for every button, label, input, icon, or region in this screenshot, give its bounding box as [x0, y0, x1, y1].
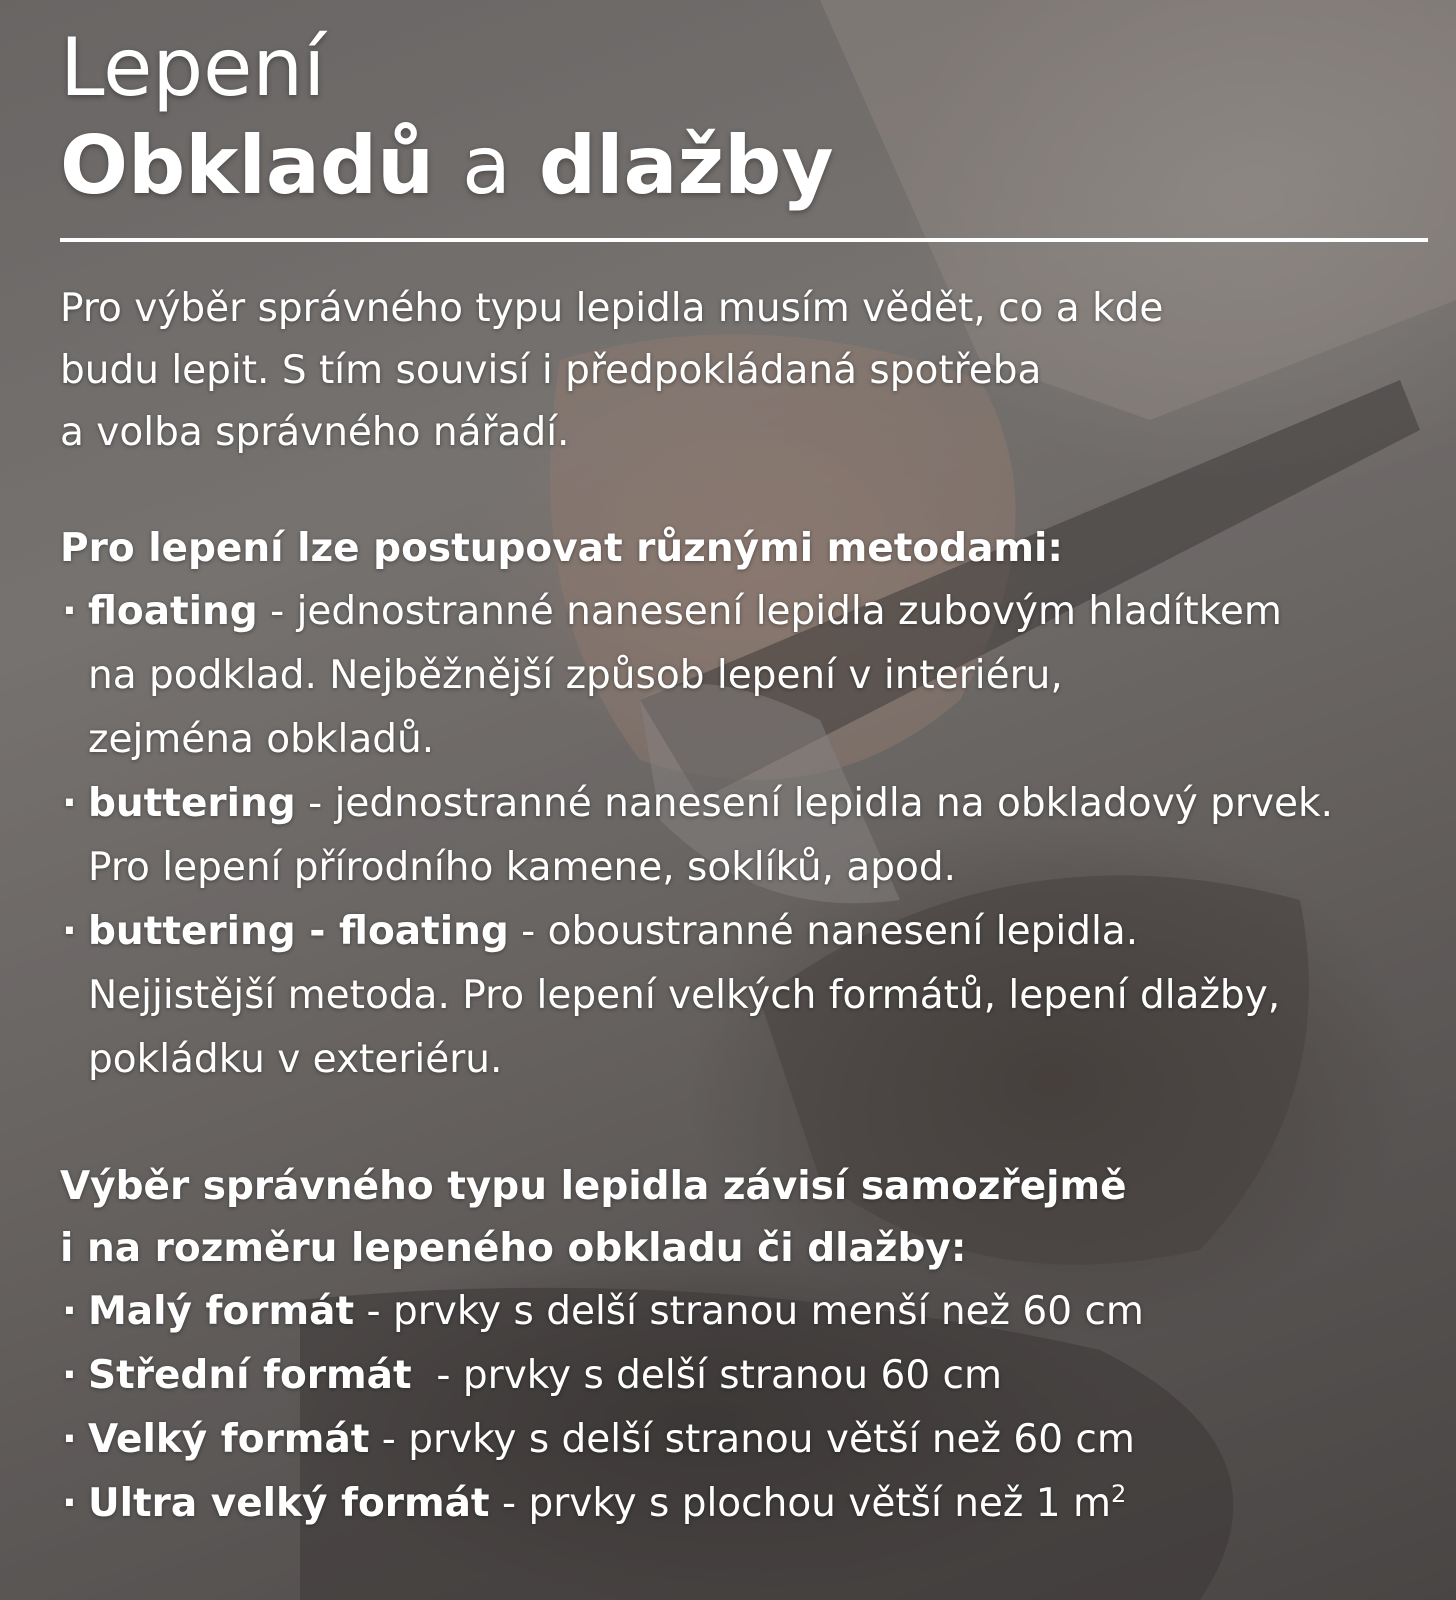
method-desc-line: na podklad. Nejběžnější způsob lepení v interiéru,	[88, 653, 1063, 698]
title-line1: Lepení	[60, 21, 326, 114]
format-desc: - prvky s plochou větší než 1 m	[489, 1481, 1111, 1526]
formats-heading-line: i na rozměru lepeného obkladu či dlažby:	[60, 1226, 967, 1271]
method-desc: - oboustranné nanesení lepidla.	[508, 909, 1139, 954]
bullet-dot: ·	[62, 1289, 77, 1334]
article-content	[60, 20, 1430, 1536]
bullet-dot: ·	[62, 1417, 77, 1462]
format-item-medium	[60, 1344, 1430, 1408]
title-dlazby: dlažby	[538, 119, 834, 212]
format-item-large	[60, 1408, 1430, 1472]
intro-paragraph	[60, 278, 1430, 464]
format-unit-superscript: 2	[1111, 1480, 1127, 1508]
title-conjunction: a	[461, 119, 511, 212]
intro-line: budu lepit. S tím souvisí i předpokládaná spotřeba	[60, 348, 1042, 393]
bullet-dot: ·	[62, 781, 77, 826]
format-term: Ultra velký formát	[88, 1481, 490, 1526]
formats-heading	[60, 1156, 1430, 1280]
bullet-dot: ·	[62, 1481, 77, 1526]
formats-list	[60, 1280, 1430, 1536]
method-item-buttering	[60, 772, 1430, 900]
method-item-floating	[60, 580, 1430, 772]
formats-heading-line: Výběr správného typu lepidla závisí samozřejmě	[60, 1164, 1127, 1209]
format-item-small	[60, 1280, 1430, 1344]
method-item-buttering-floating	[60, 900, 1430, 1092]
format-term: Střední formát	[88, 1353, 412, 1398]
format-desc: - prvky s delší stranou menší než 60 cm	[354, 1289, 1144, 1334]
title-obkladu: Obkladů	[60, 119, 435, 212]
format-term: Malý formát	[88, 1289, 355, 1334]
method-desc-line: Pro lepení přírodního kamene, soklíků, apod.	[88, 845, 957, 890]
methods-list	[60, 580, 1430, 1092]
methods-heading: Pro lepení lze postupovat různými metodami:	[60, 526, 1064, 571]
method-desc-line: pokládku v exteriéru.	[88, 1037, 503, 1082]
bullet-dot: ·	[62, 1353, 77, 1398]
format-item-ultra-large	[60, 1472, 1430, 1536]
title-line2	[60, 116, 1430, 216]
method-desc: - jednostranné nanesení lepidla na obkladový prvek.	[295, 781, 1333, 826]
method-term: buttering	[88, 781, 296, 826]
title-divider	[60, 238, 1428, 242]
method-term: floating	[88, 589, 258, 634]
method-desc-line: zejména obkladů.	[88, 717, 435, 762]
intro-line: a volba správného nářadí.	[60, 410, 570, 455]
format-desc: - prvky s delší stranou větší než 60 cm	[369, 1417, 1135, 1462]
intro-line: Pro výběr správného typu lepidla musím vědět, co a kde	[60, 286, 1164, 331]
bullet-dot: ·	[62, 589, 77, 634]
method-desc-line: Nejjistější metoda. Pro lepení velkých formátů, lepení dlažby,	[88, 973, 1281, 1018]
method-term: buttering - floating	[88, 909, 509, 954]
format-desc: - prvky s delší stranou 60 cm	[411, 1353, 1002, 1398]
bullet-dot: ·	[62, 909, 77, 954]
method-desc: - jednostranné nanesení lepidla zubovým hladítkem	[257, 589, 1282, 634]
format-term: Velký formát	[88, 1417, 370, 1462]
